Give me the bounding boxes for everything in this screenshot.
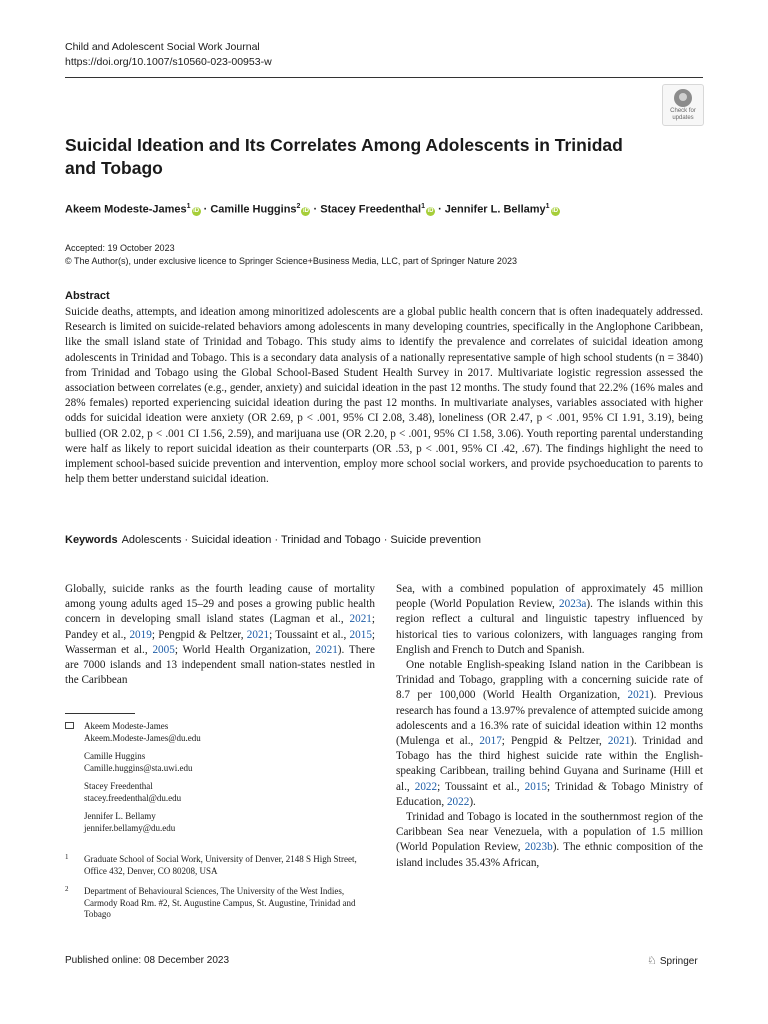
accepted-date: Accepted: 19 October 2023 (65, 243, 175, 253)
orcid-icon[interactable]: iD (302, 207, 309, 214)
check-for-updates-badge[interactable] (662, 84, 704, 126)
keywords (65, 534, 481, 546)
badge-text-2: updates (672, 114, 694, 121)
published-date: Published online: 08 December 2023 (65, 955, 229, 966)
citation-link[interactable]: 2015 (524, 780, 548, 793)
citation-link[interactable]: 2005 (152, 643, 175, 656)
contact-email[interactable]: Akeem.Modeste-James@du.edu (84, 732, 201, 743)
affiliations (65, 854, 375, 930)
citation-link[interactable]: 2021 (607, 735, 631, 748)
citation-link[interactable]: 2021 (627, 689, 650, 702)
contact-entry (84, 721, 375, 744)
keywords-list: Adolescents · Suicidal ideation · Trinidad and Tobago · Suicide prevention (121, 534, 481, 546)
author-name[interactable]: Stacey Freedenthal (320, 203, 422, 216)
author-affiliation-marker: 1 (186, 203, 191, 210)
journal-name: Child and Adolescent Social Work Journal (65, 41, 260, 53)
citation-link[interactable]: 2023b (524, 841, 553, 854)
author-affiliation-marker: 1 (421, 203, 426, 210)
affiliation-number: 1 (65, 853, 69, 861)
envelope-icon (65, 722, 74, 729)
check-updates-icon (674, 89, 692, 107)
journal-header (65, 40, 272, 70)
citation-link[interactable]: 2019 (129, 628, 152, 641)
orcid-icon[interactable]: iD (427, 207, 434, 214)
keywords-label: Keywords (65, 534, 118, 546)
affiliation-item (65, 854, 375, 877)
affiliation-text: Graduate School of Social Work, University of Denver, 2148 S High Street, Office 432, Denver, CO 80208, USA (84, 854, 357, 876)
contact-email[interactable]: stacey.freedenthal@du.edu (84, 792, 182, 803)
springer-horse-icon: ♘ (647, 955, 657, 967)
header-divider (65, 77, 703, 78)
contact-name: Camille Huggins (84, 751, 146, 761)
citation-link[interactable]: 2022 (446, 795, 470, 808)
article-dates (65, 242, 517, 268)
citation-link[interactable]: 2017 (479, 735, 502, 748)
citation-link[interactable]: 2022 (414, 780, 438, 793)
badge-text-1: Check for (670, 108, 696, 114)
springer-logo[interactable] (647, 954, 698, 967)
contact-name: Stacey Freedenthal (84, 781, 153, 791)
corresponding-contacts (65, 721, 375, 841)
author-name[interactable]: Jennifer L. Bellamy (444, 203, 546, 216)
contact-entry (84, 751, 375, 774)
copyright-notice: © The Author(s), under exclusive licence to Springer Science+Business Media, LLC, part of Springer Nature 2023 (65, 256, 517, 266)
contact-email[interactable]: Camille.huggins@sta.uwi.edu (84, 762, 193, 773)
contact-entry (84, 781, 375, 804)
body-column-left (65, 582, 375, 688)
author-name[interactable]: Akeem Modeste-James (65, 203, 187, 216)
footnote-divider (65, 713, 135, 714)
citation-link[interactable]: 2015 (349, 628, 372, 641)
citation-link[interactable]: 2023a (559, 598, 587, 611)
author-name[interactable]: Camille Huggins (210, 203, 297, 216)
author-list: Akeem Modeste-James$^1$iD · Camille Huggins$^2$iD · Stacey Freedenthal$^1$iD · Jennifer L. Bellamy$^1$iD (65, 203, 559, 216)
author-affiliation-marker: 2 (296, 203, 301, 210)
orcid-icon[interactable]: iD (552, 207, 559, 214)
abstract-text: Suicide deaths, attempts, and ideation among minoritized adolescents are a global public health concern that is often inadequately addressed. Research is limited on suicide-related behaviors among adolescents in many developing countries, specifically in the Anglophone Caribbean, like the small island state of Trinidad and Tobago. This study aims to identify the prevalence and correlates of suicidal ideation among adolescents in Trinidad and Tobago. This is a secondary data analysis of a nationally representative sample of high school students (n = 3840) from Trinidad and Tobago using the Global School-Based Student Health Survey in 2017. Multivariate logistic regression assessed the association between correlates (e.g., gender, anxiety) and suicidal ideation in the past 12 months. The study found that 22.2% (16% males and 28% females) reported experiencing suicidal ideation during the past 12 months. In multivariate analyses, variables associated with higher odds for suicidal ideation were anxiety (OR 2.69, p < .001, 95% CI 2.08, 3.48), loneliness (OR 2.47, p < .001, 95% CI 1.91, 3.19), being bullied (OR 2.02, p < .001 CI 1.56, 2.59), and marijuana use (OR 2.20, p < .001, 95% CI 1.58, 3.06). Youth reporting parental understanding were half as likely to report suicidal ideation as their counterparts (OR .53, p < .001, 95% CI .42, .67). The findings highlight the need to implement school-based suicide prevention and intervention, employ more school social workers, and provide psychoeducation to parents to help them better understand suicidal ideation. (65, 306, 703, 486)
affiliation-item (65, 886, 375, 921)
citation-link[interactable]: 2021 (246, 628, 270, 641)
affiliation-text: Department of Behavioural Sciences, The University of the West Indies, Carmody Road Rm. #2, St. Augustine Campus, St. Augustine, Trinidad and Tobago (84, 886, 356, 919)
article-title: Suicidal Ideation and Its Correlates Among Adolescents in Trinidad and Tobago (65, 135, 623, 178)
orcid-icon[interactable]: iD (193, 207, 200, 214)
abstract-heading: Abstract (65, 290, 110, 302)
citation-link[interactable]: 2021 (349, 613, 372, 626)
contact-email[interactable]: jennifer.bellamy@du.edu (84, 822, 176, 833)
contact-name: Akeem Modeste-James (84, 721, 169, 731)
publisher-name: Springer (659, 956, 698, 967)
author-affiliation-marker: 1 (545, 203, 550, 210)
body-paragraph: One notable English-speaking Island nation in the Caribbean is Trinidad and Tobago, grappling with a concerning suicide rate of 8.7 per 100,000 (World Health Organization, 2021). Previous research has found a 13.97% prevalence of attempted suicide among adolescents and a 16.3% rate of suicidal ideation within 12 months (Mulenga et al., 2017; Pengpid & Peltzer, 2021). Trinidad and Tobago has the third highest suicide rate within the English-speaking Caribbean, trailing behind Guyana and Suriname (Hill et al., 2022; Toussaint et al., 2015; Trinidad & Tobago Ministry of Education, 2022). (396, 659, 704, 808)
affiliation-number: 2 (65, 885, 69, 893)
body-paragraph: Sea, with a combined population of approximately 45 million people (World Population Review, 2023a). The islands within this region reflect a cultural and linguistic tapestry influenced by historical ties to various colonizers, with languages ranging from English and French to Dutch and Spanish. (396, 583, 703, 656)
doi-link[interactable]: https://doi.org/10.1007/s10560-023-00953-w (65, 56, 272, 68)
contact-name: Jennifer L. Bellamy (84, 811, 156, 821)
contact-entry (84, 811, 375, 834)
body-column-right (396, 582, 703, 871)
citation-link[interactable]: 2021 (315, 643, 338, 656)
body-paragraph: Globally, suicide ranks as the fourth leading cause of mortality among young adults aged 15–29 and poses a growing public health concern in developing small island states (Lagman et al., 2021; Pandey et al., 2019; Pengpid & Peltzer, 2021; Toussaint et al., 2015; Wasserman et al., 2005; World Health Organization, 2021). There are 7000 islands and 13 independent small nation-states nestled in the Caribbean (65, 583, 376, 687)
body-paragraph: Trinidad and Tobago is located in the southernmost region of the Caribbean Sea near Venezuela, with a population of 1.5 million (World Population Review, 2023b). The ethnic composition of the island includes 35.43% African, (396, 811, 703, 869)
